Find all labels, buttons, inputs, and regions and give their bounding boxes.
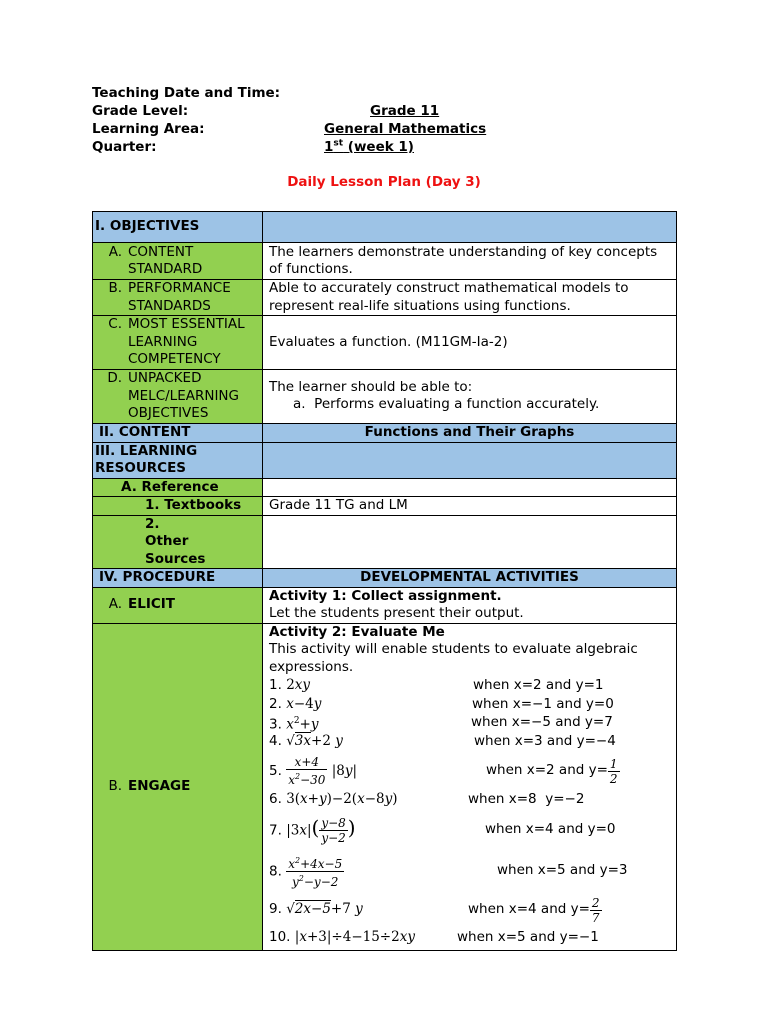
lesson-header [92, 84, 692, 156]
other-sources-label: 2. Other Sources [93, 515, 263, 569]
learning-resources-row [93, 442, 677, 478]
learning-area-value: General Mathematics [324, 121, 487, 137]
item-condition: when x=4 and y=0 [485, 821, 616, 838]
item-condition: when x=2 and y=1 [473, 676, 604, 693]
performance-standards-row [93, 280, 677, 316]
unpacked-melc-sub-marker: a. [293, 396, 306, 413]
engage-row [93, 623, 677, 950]
reference-blank [263, 478, 677, 497]
content-heading: II. CONTENT [93, 423, 263, 442]
fraction-two-sevenths: $\frac{2}{7}$ [591, 895, 600, 925]
lesson-plan-title: Daily Lesson Plan (Day 3) [287, 174, 481, 190]
activity1-text: Let the students present their output. [269, 605, 524, 621]
content-standard-text: The learners demonstrate understanding of key concepts of functions. [263, 243, 677, 280]
activity1-title: Activity 1: Collect assignment. [269, 587, 502, 604]
activity2-text: This activity will enable students to evaluate algebraic expressions. [269, 641, 638, 675]
teaching-date-row [92, 84, 692, 102]
other-sources-blank [263, 515, 677, 569]
item-number: 9. [269, 901, 282, 918]
melc-marker: C. [108, 316, 122, 333]
expression-item-5: 5. $\frac{x+4}{x^2-30}$ |8y| when x=2 and y= $\frac{1}{2}$ [269, 755, 618, 787]
expression-item-1: 1. 2xy when x=2 and y=1 [269, 676, 604, 693]
content-standard-label-cell [93, 243, 263, 280]
unpacked-melc-sub [269, 396, 670, 414]
item-number: 4. [269, 733, 282, 750]
grade-level-value: Grade 11 [370, 103, 440, 119]
item-condition: when x=5 and y=−1 [457, 929, 599, 946]
engage-label: ENGAGE [128, 777, 191, 794]
textbooks-label: 1. Textbooks [93, 497, 263, 516]
expression-item-9: 9. √2x−5+7 y when x=4 and y= $\frac{2}{7}$ [269, 895, 600, 925]
performance-standards-label-cell [93, 280, 263, 316]
expression-item-6: 6. 3(x+y)−2(x−8y) when x=8 y=−2 [269, 791, 585, 808]
unpacked-melc-text: The learner should be able to: [269, 378, 473, 395]
item-condition: when x=4 and y= [468, 901, 590, 918]
procedure-row [93, 569, 677, 588]
activity2-title: Activity 2: Evaluate Me [269, 623, 445, 640]
unpacked-melc-sub-text: Performs evaluating a function accurately. [314, 396, 600, 413]
objectives-heading: I. OBJECTIVES [93, 212, 263, 243]
unpacked-melc-marker: D. [107, 370, 122, 386]
quarter-label: Quarter: [92, 139, 157, 155]
expression-item-2: 2. x−4y when x=−1 and y=0 [269, 695, 614, 712]
melc-row [93, 316, 677, 370]
learning-area-label: Learning Area: [92, 121, 205, 137]
unpacked-melc-cell [263, 370, 677, 424]
lesson-plan-table [92, 211, 677, 951]
learning-resources-heading: III. LEARNING RESOURCES [93, 442, 263, 478]
textbooks-value: Grade 11 TG and LM [263, 497, 677, 516]
teaching-date-label: Teaching Date and Time: [92, 85, 281, 101]
elicit-marker: A. [108, 596, 122, 613]
grade-level-label: Grade Level: [92, 103, 189, 119]
item-number: 1. [269, 676, 282, 693]
expression-item-3: 3. $x^2+y$ when x=−5 and y=7 [269, 714, 613, 732]
item-condition: when x=2 and y= [486, 762, 608, 779]
quarter-row [92, 138, 692, 156]
unpacked-melc-label-cell [93, 370, 263, 424]
item-condition: when x=8 y=−2 [468, 791, 585, 808]
unpacked-melc-label: UNPACKED MELC/LEARNING OBJECTIVES [128, 370, 239, 421]
expression-item-10: 10. |x+3|÷4−15÷2xy when x=5 and y=−1 [269, 929, 599, 946]
content-row [93, 423, 677, 442]
content-standard-marker: A. [108, 243, 122, 260]
item-number: 5. [269, 763, 282, 779]
expression-item-7: 7. |3x|( $\frac{y-8}{y-2}$ ) when x=4 and y=0 [269, 815, 616, 845]
unpacked-melc-row [93, 370, 677, 424]
item-number: 3. [269, 716, 282, 732]
learning-resources-blank [263, 442, 677, 478]
item-condition: when x=3 and y=−4 [474, 733, 616, 750]
reference-label: A. Reference [93, 478, 263, 497]
performance-standards-text: Able to accurately construct mathematical models to represent real-life situations using functions. [263, 280, 677, 316]
item-number: 6. [269, 791, 282, 808]
item-number: 8. [269, 863, 282, 879]
quarter-number: 1 [324, 139, 334, 155]
elicit-label-cell [93, 587, 263, 623]
elicit-cell [263, 587, 677, 623]
item-condition: when x=−1 and y=0 [472, 695, 614, 712]
elicit-row [93, 587, 677, 623]
melc-text: Evaluates a function. (M11GM-Ia-2) [263, 316, 677, 370]
engage-marker: B. [108, 777, 122, 794]
content-standard-row [93, 243, 677, 280]
other-sources-row [93, 515, 677, 569]
engage-cell [263, 623, 677, 950]
melc-label-cell [93, 316, 263, 370]
performance-standards-label: PERFORMANCE STANDARDS [128, 280, 231, 314]
melc-label: MOST ESSENTIAL LEARNING COMPETENCY [128, 316, 245, 368]
procedure-heading: IV. PROCEDURE [93, 569, 263, 588]
item-number: 10. [269, 929, 291, 946]
item-condition: when x=5 and y=3 [497, 862, 628, 879]
textbooks-row [93, 497, 677, 516]
fraction-one-half: $\frac{1}{2}$ [609, 756, 618, 786]
performance-standards-marker: B. [108, 280, 122, 296]
grade-level-row [92, 102, 692, 120]
item-number: 2. [269, 695, 282, 712]
engage-label-cell [93, 623, 263, 950]
learning-area-row [92, 120, 692, 138]
quarter-value [324, 138, 414, 156]
item-number: 7. [269, 822, 282, 838]
content-value: Functions and Their Graphs [263, 423, 677, 442]
objectives-heading-blank [263, 212, 677, 243]
expression-item-4: 4. √3x+2 y when x=3 and y=−4 [269, 733, 616, 750]
elicit-label: ELICIT [128, 596, 175, 613]
procedure-value: DEVELOPMENTAL ACTIVITIES [263, 569, 677, 588]
content-standard-label: CONTENT STANDARD [128, 243, 203, 277]
expression-item-8: 8. $\frac{x^2+4x-5}{y^2-y-2}$ when x=5 and y=3 [269, 855, 628, 889]
reference-row [93, 478, 677, 497]
item-condition: when x=−5 and y=7 [471, 714, 613, 731]
objectives-heading-row [93, 212, 677, 243]
quarter-suffix: st [333, 138, 344, 149]
quarter-week: (week 1) [343, 139, 414, 155]
